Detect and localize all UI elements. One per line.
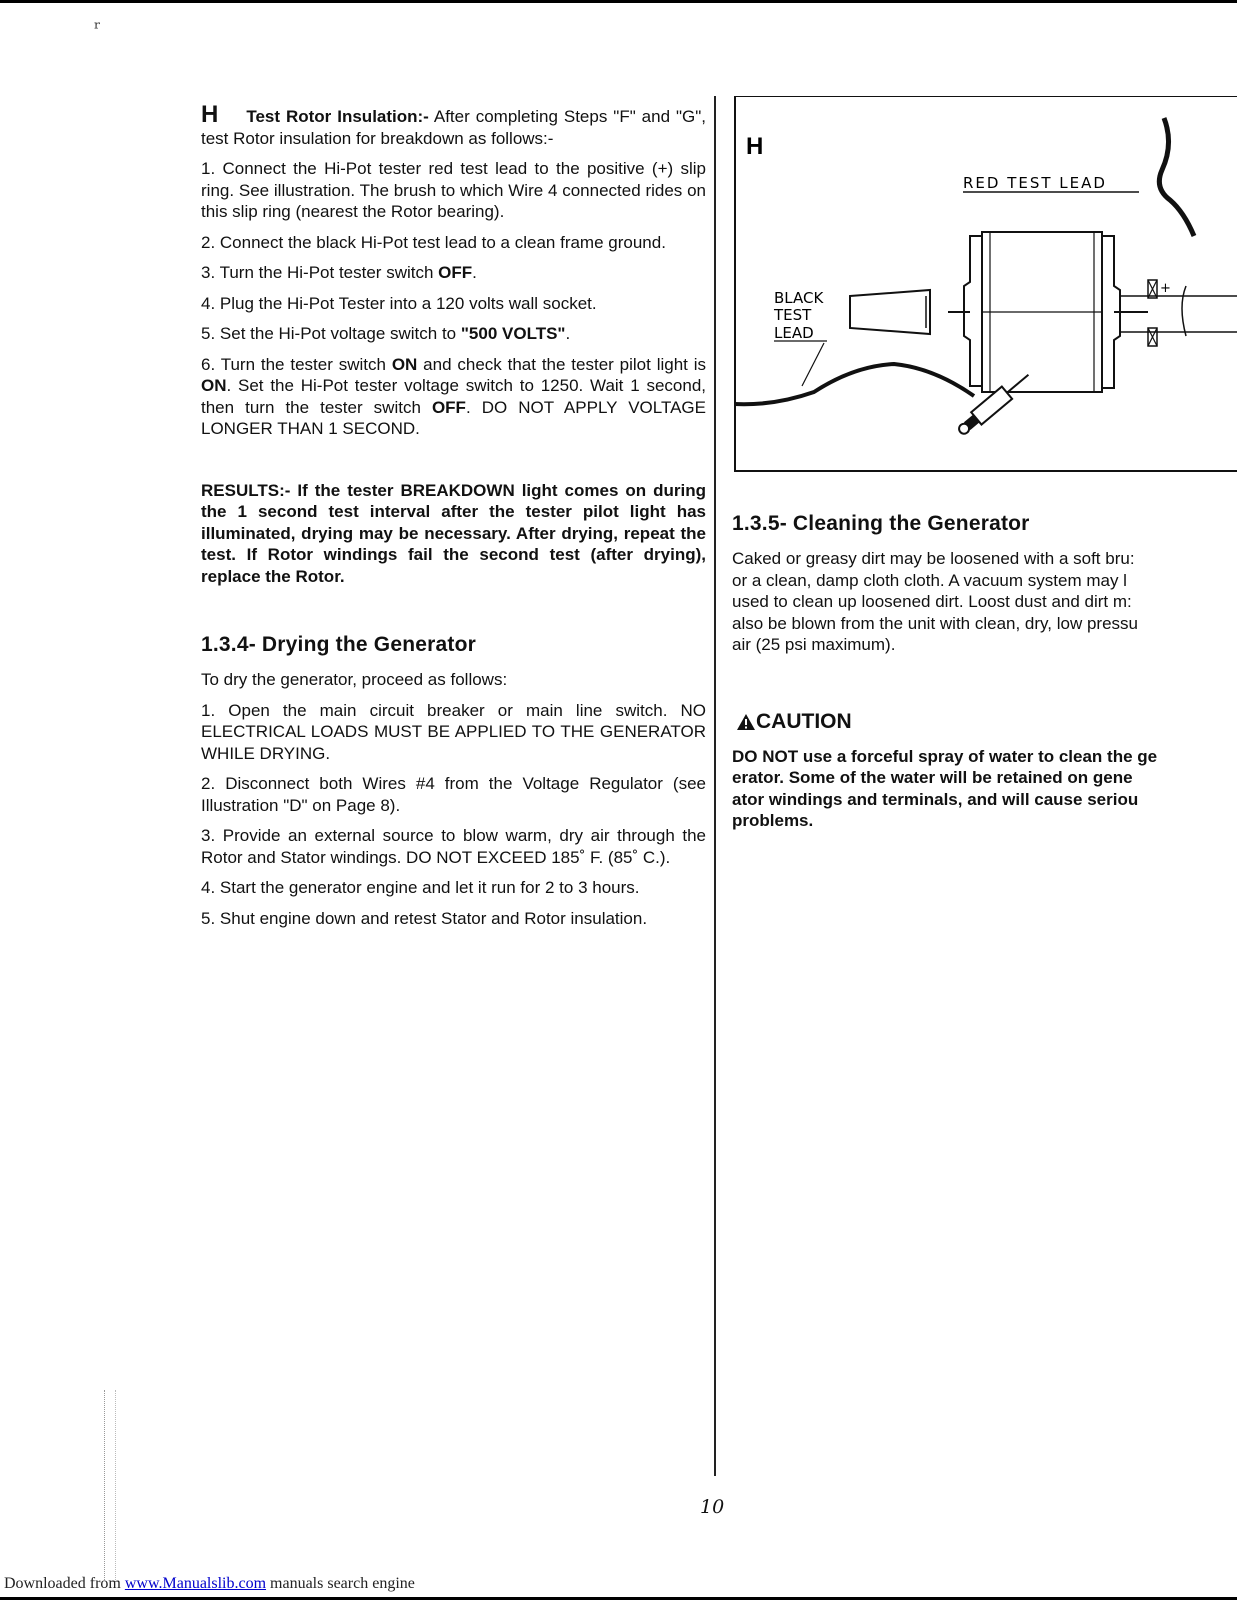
section-h-step-5: 5. Set the Hi-Pot voltage switch to "500 VOLTS". <box>201 324 571 343</box>
caution-line-3: ator windings and terminals, and will cause seriou <box>732 789 1139 809</box>
section-134-step-2: 2. Disconnect both Wires #4 from the Voltage Regulator (see Illustration "D" on Page 8). <box>201 774 706 815</box>
page-number: 10 <box>700 1496 725 1518</box>
caution-heading <box>736 710 1212 734</box>
section-134-step-5: 5. Shut engine down and retest Stator and Rotor insulation. <box>201 908 648 928</box>
manualslib-link[interactable]: www.Manualslib.com <box>124 1575 267 1592</box>
rotor-shaft-left <box>850 290 930 334</box>
red-test-lead-wire <box>1159 118 1194 236</box>
plus-sign: + <box>1160 281 1171 296</box>
black-test-lead-wire <box>734 364 974 404</box>
section-135-line-1: Caked or greasy dirt may be loosened with a soft bru: <box>732 549 1135 568</box>
section-135-line-4: also be blown from the unit with clean, dry, low pressu <box>732 613 1138 633</box>
warning-triangle-icon <box>736 713 756 731</box>
section-135-heading: 1.3.5- Cleaning the Generator <box>732 512 1030 535</box>
section-h-intro-text: After completing Steps "F" and "G", test Rotor insulation for breakdown as follows:- <box>201 107 707 148</box>
section-135-line-2: or a clean, damp cloth cloth. A vacuum system may l <box>732 570 1127 590</box>
section-134-heading: 1.3.4- Drying the Generator <box>201 633 476 656</box>
black-label-pointer <box>802 343 824 386</box>
section-134-step-1: 1. Open the main circuit breaker or main line switch. NO ELECTRICAL LOADS MUST BE APPLIED TO THE GENERATOR WHILE DRYING. <box>201 700 706 763</box>
section-h-letter: H <box>201 101 219 128</box>
black-label-line-3: LEAD <box>774 324 814 342</box>
right-column <box>732 512 1212 832</box>
section-h-title: Test Rotor Insulation:- <box>246 107 429 126</box>
section-135-line-3: used to clean up loosened dirt. Loost dust and dirt m: <box>732 592 1132 611</box>
caution-body <box>732 746 1212 832</box>
footer <box>4 1575 415 1593</box>
section-h-step-4: 4. Plug the Hi-Pot Tester into a 120 volts wall socket. <box>201 293 597 313</box>
section-134-step-3: 3. Provide an external source to blow warm, dry air through the Rotor and Stator windings. DO NOT EXCEED 185˚ F. (85˚ C.). <box>201 826 706 867</box>
caution-line-2: erator. Some of the water will be retained on gene <box>732 768 1133 787</box>
left-column <box>201 101 707 938</box>
section-135-line-5: air (25 psi maximum). <box>732 635 896 654</box>
column-divider <box>714 96 716 1476</box>
section-h-step-1: 1. Connect the Hi-Pot tester red test lead to the positive (+) slip ring. See illustration. The brush to which Wire 4 connected rides on this slip ring (nearest the Rotor bearing). <box>201 159 706 221</box>
footer-prefix: Downloaded from <box>4 1575 125 1592</box>
caution-title: CAUTION <box>756 709 852 733</box>
results-paragraph: RESULTS:- If the tester BREAKDOWN light comes on during the 1 second test interval after the tester pilot light has illuminated, drying may be necessary. After drying, repeat the test. If Rotor windings fail the second test (after drying), replace the Rotor. <box>201 480 706 586</box>
caution-line-1: DO NOT use a forceful spray of water to clean the ge <box>732 746 1158 766</box>
scan-artifact: ʳ <box>94 16 101 40</box>
figure-h-illustration <box>734 96 1237 472</box>
section-h-intro <box>201 101 707 149</box>
black-label-line-2: TEST <box>774 306 812 324</box>
section-h-step-6: 6. Turn the tester switch ON and check that the tester pilot light is ON. Set the Hi-Pot tester voltage switch to 1250. Wait 1 second, then turn the tester switch OFF. DO NOT APPLY VOLTAGE LONGER THAN 1 SECOND. <box>201 354 706 438</box>
red-test-lead-label: RED TEST LEAD <box>963 174 1107 192</box>
section-h-step-3: 3. Turn the Hi-Pot tester switch OFF. <box>201 263 477 282</box>
section-134-intro: To dry the generator, proceed as follows: <box>201 670 508 689</box>
section-134-step-4: 4. Start the generator engine and let it run for 2 to 3 hours. <box>201 878 640 897</box>
caution-line-4: problems. <box>732 811 814 830</box>
black-label-line-1: BLACK <box>774 289 824 307</box>
footer-suffix: manuals search engine <box>266 1575 415 1592</box>
figure-letter: H <box>746 133 764 160</box>
scan-edge-artifact <box>104 1390 116 1580</box>
section-135-body <box>732 548 1212 656</box>
section-h-step-2: 2. Connect the black Hi-Pot test lead to a clean frame ground. <box>201 232 666 252</box>
top-border <box>0 0 1237 3</box>
